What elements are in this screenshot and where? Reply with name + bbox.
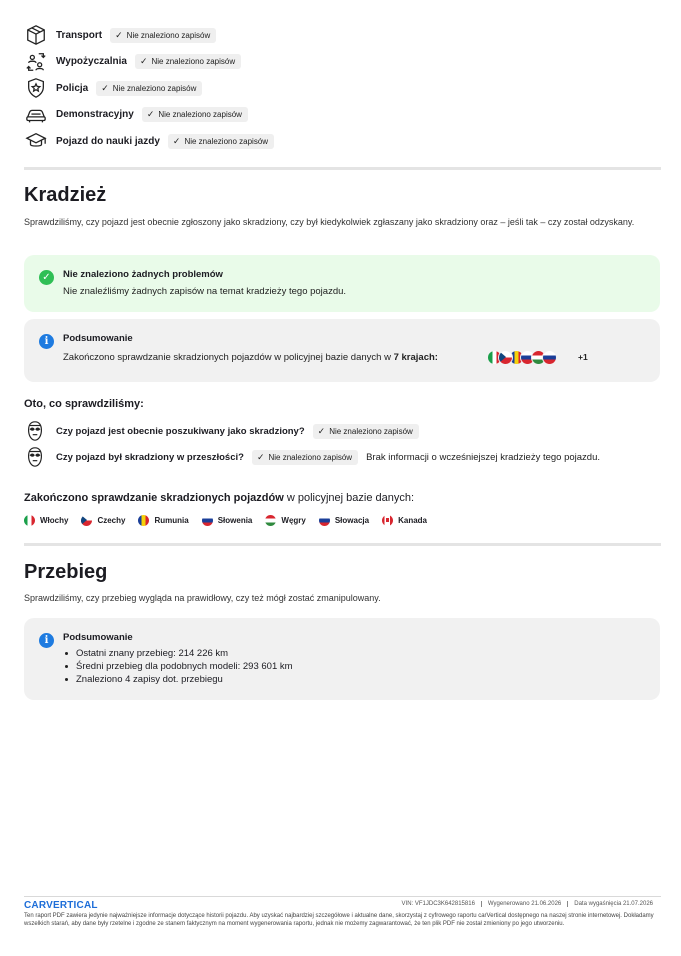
status-badge: ✓ Nie znaleziono zapisów: [252, 450, 358, 465]
graduation-cap-icon: [24, 129, 48, 153]
mileage-bullets: [63, 647, 293, 686]
country-czechia: Czechy: [81, 515, 125, 526]
section-divider: [24, 167, 661, 170]
check-circle-icon: ✓: [39, 270, 54, 285]
status-badge: ✓ Nie znaleziono zapisów: [135, 54, 241, 69]
status-badge: ✓ Nie znaleziono zapisów: [168, 134, 274, 149]
theft-lead: Sprawdziliśmy, czy pojazd jest obecnie zgłoszony jako skradziony, czy był kiedykolwiek zgłaszany jako skradziony oraz – jeśli tak – czy został odzyskany.: [24, 217, 635, 227]
country-slovenia: Słowenia: [202, 515, 253, 526]
check-icon: ✓: [256, 451, 265, 462]
flag-canada-icon: [382, 515, 393, 526]
list-item: Znaleziono 4 zapisy dot. przebiegu: [63, 673, 293, 686]
countries-title: Zakończono sprawdzanie skradzionych pojazdów w policyjnej bazie danych:: [24, 492, 415, 504]
info-icon: i: [39, 633, 54, 648]
record-label: Transport: [56, 29, 103, 41]
status-badge: ✓ Nie znaleziono zapisów: [110, 28, 216, 43]
record-label: Wypożyczalnia: [56, 56, 127, 68]
footer-divider: [24, 896, 661, 897]
check-icon: ✓: [139, 56, 148, 67]
mileage-lead: Sprawdziliśmy, czy przebieg wygląda na prawidłowy, czy też mógł zostać zmanipulowany.: [24, 593, 381, 603]
flag-czech-icon: [81, 515, 92, 526]
record-label: Pojazd do nauki jazdy: [56, 135, 160, 147]
checked-title: Oto, co sprawdziliśmy:: [24, 398, 144, 410]
record-label: Policja: [56, 82, 89, 94]
country-hungary: Węgry: [265, 515, 305, 526]
flag-romania-icon: [138, 515, 149, 526]
vin-text: VIN: VF1JDC3K642815816: [401, 901, 475, 907]
question-row-current: [24, 420, 419, 442]
country-list: [24, 515, 440, 526]
demo-car-icon: [24, 103, 48, 127]
info-icon: i: [39, 334, 54, 349]
country-romania: Rumunia: [138, 515, 188, 526]
country-canada: Kanada: [382, 515, 427, 526]
flag-slovenia-icon: [202, 515, 213, 526]
check-icon: ✓: [101, 82, 109, 93]
check-icon: ✓: [317, 425, 326, 436]
record-list: [24, 22, 664, 155]
flag-czech-icon: [498, 350, 513, 365]
theft-title: Kradzież: [24, 184, 107, 206]
box-icon: [24, 23, 48, 47]
mileage-title: Przebieg: [24, 561, 108, 583]
footer-meta: [396, 901, 659, 907]
list-item: Ostatni znany przebieg: 214 226 km: [63, 647, 293, 660]
record-label: Demonstracyjny: [56, 109, 134, 121]
check-icon: ✓: [146, 109, 155, 120]
ok-text: Nie znaleźliśmy żadnych zapisów na temat kradzieży tego pojazdu.: [63, 286, 347, 297]
status-badge: ✓ Nie znaleziono zapisów: [142, 107, 248, 122]
question-label: Czy pojazd jest obecnie poszukiwany jako skradziony?: [56, 425, 305, 437]
generated-date: Wygenerowano 21.06.2026: [481, 901, 567, 907]
flag-hungary-icon: [265, 515, 276, 526]
record-row-demo: [24, 102, 664, 129]
police-badge-icon: [24, 76, 48, 100]
list-item: Średni przebieg dla podobnych modeli: 293 601 km: [63, 660, 293, 673]
section-divider: [24, 543, 661, 546]
check-icon: ✓: [115, 29, 123, 40]
rental-icon: [24, 50, 48, 74]
question-note: Brak informacji o wcześniejszej kradzieży tego pojazdu.: [366, 451, 601, 463]
record-row-rental: [24, 49, 664, 76]
summary-text: Zakończono sprawdzanie skradzionych pojazdów w policyjnej bazie danych w 7 krajach:: [63, 352, 438, 363]
theft-ok-card: [24, 255, 660, 312]
flag-slovakia-icon: [319, 515, 330, 526]
question-row-past: [24, 446, 600, 468]
record-row-transport: [24, 22, 664, 49]
carvertical-logo: CARVERTICAL: [24, 900, 98, 911]
flag-italy-icon: [24, 515, 35, 526]
summary-title: Podsumowanie: [63, 333, 133, 344]
flag-slovakia-icon: [542, 350, 557, 365]
ok-title: Nie znaleziono żadnych problemów: [63, 269, 223, 280]
more-countries-count: +1: [578, 352, 588, 362]
thief-mask-icon: [24, 420, 46, 442]
status-badge: ✓ Nie znaleziono zapisów: [313, 424, 419, 439]
record-row-police: [24, 75, 664, 102]
expiry-date: Data wygaśnięcia 21.07.2026: [567, 901, 659, 907]
footer-disclaimer: Ten raport PDF zawiera jedynie najważniejsze informacje dotyczące historii pojazdu. Aby uzyskać najbardziej szczegółowe i aktualne dane, skorzystaj z cyfrowego raportu carVertical dostępnego na naszej stronie internetowej. Dokładamy wszelkich starań, aby dane były rzetelne i zgodne ze stanem faktycznym na moment wygenerowania raportu, jednak nie możemy zagwarantować, że ten plik PDF nie został zmieniony po jego utworzeniu.: [24, 913, 654, 927]
country-italy: Włochy: [24, 515, 68, 526]
country-flag-stack: [487, 350, 557, 365]
check-icon: ✓: [172, 135, 181, 146]
summary-title: Podsumowanie: [63, 632, 133, 643]
theft-summary-card: [24, 319, 660, 382]
thief-mask-icon: [24, 446, 46, 468]
country-slovakia: Słowacja: [319, 515, 369, 526]
record-row-driving-school: [24, 128, 664, 155]
question-label: Czy pojazd był skradziony w przeszłości?: [56, 451, 244, 463]
status-badge: ✓ Nie znaleziono zapisów: [96, 81, 202, 96]
